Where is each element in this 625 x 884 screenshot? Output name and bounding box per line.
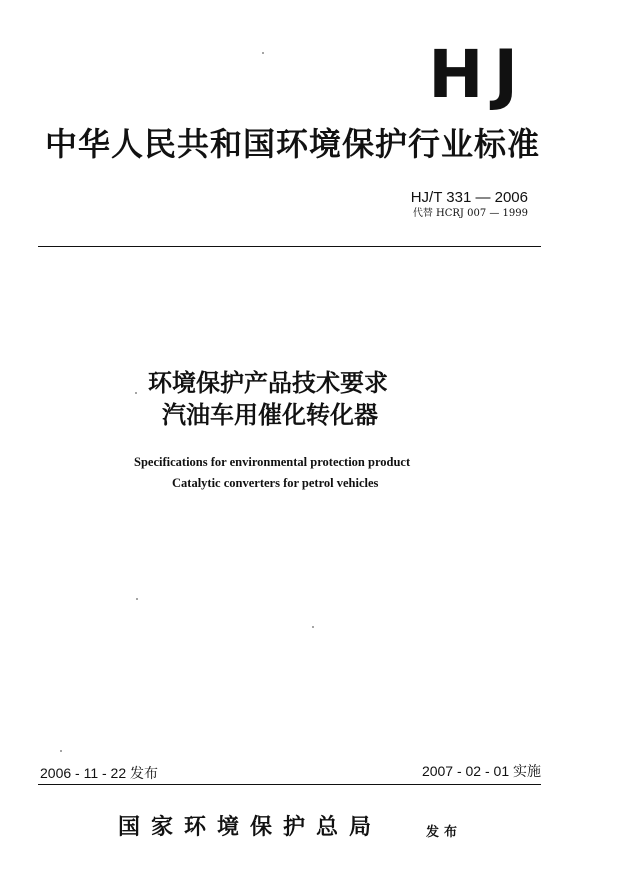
implementation-date: 2007 - 02 - 01 实施 (421, 763, 541, 779)
top-divider (38, 246, 541, 247)
bottom-divider (38, 784, 541, 785)
organization-title: 中华人民共和国环境保护行业标准 (44, 125, 540, 163)
standard-number: HJ/T 331 — 2006 (410, 189, 528, 206)
english-title-line2: Catalytic converters for petrol vehicles (172, 476, 379, 490)
scan-speck (262, 52, 264, 54)
scan-speck (312, 626, 314, 628)
scan-speck (136, 598, 138, 600)
scan-speck (135, 392, 137, 394)
hj-logo: HJ (428, 36, 528, 113)
publish-label: 发布 (426, 825, 463, 840)
chinese-title-line1: 环境保护产品技术要求 (148, 369, 388, 397)
chinese-title-line2: 汽油车用催化转化器 (162, 401, 378, 429)
scan-speck (60, 750, 62, 752)
issuing-authority: 国家环境保护总局 (118, 815, 383, 840)
replaces-standard: 代替 HCRJ 007 — 1999 (412, 208, 528, 219)
english-title-line1: Specifications for environmental protection product (134, 455, 411, 469)
issue-date: 2006 - 11 - 22 发布 (40, 765, 159, 781)
